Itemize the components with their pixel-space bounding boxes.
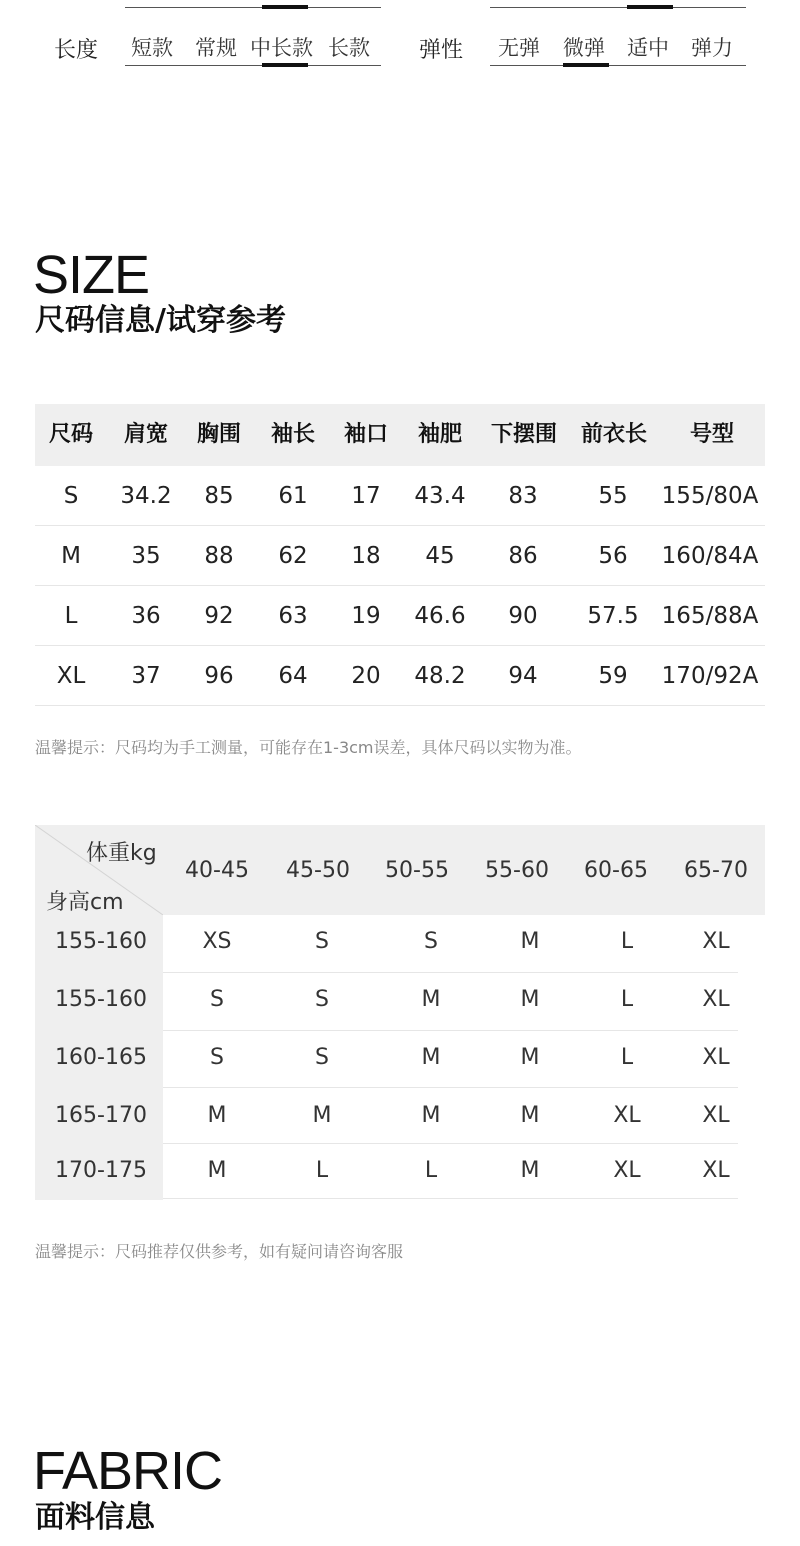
height-range: 170-175 — [55, 1158, 147, 1183]
table-cell: 96 — [204, 663, 234, 689]
size-header-cell: 袖肥 — [417, 422, 462, 447]
table-cell: XL — [702, 987, 730, 1012]
table-cell: 34.2 — [120, 483, 172, 509]
table-cell: 62 — [278, 543, 308, 569]
table-cell: 59 — [598, 663, 628, 689]
table-cell: M — [520, 929, 540, 954]
weight-range: 65-70 — [684, 858, 748, 883]
table-cell: M — [421, 1045, 441, 1070]
table-cell: XL — [702, 1158, 730, 1183]
table-cell: 19 — [351, 603, 381, 629]
row-divider — [163, 1030, 738, 1031]
length-option-midlength: 中长款 — [250, 36, 313, 60]
table-cell: XL — [702, 1045, 730, 1070]
table-cell: 85 — [204, 483, 234, 509]
weight-range: 60-65 — [584, 858, 648, 883]
table-cell: 170/92A — [661, 663, 759, 689]
table-cell: S — [210, 987, 224, 1012]
table-cell: 160/84A — [661, 543, 759, 569]
table-cell: M — [61, 543, 81, 569]
size-table-header — [35, 404, 765, 466]
table-cell: L — [620, 1045, 634, 1070]
table-cell: S — [315, 929, 329, 954]
table-cell: S — [424, 929, 438, 954]
height-range: 155-160 — [55, 929, 147, 954]
table-cell: M — [520, 1158, 540, 1183]
elasticity-selected-marker — [563, 63, 609, 67]
height-range: 165-170 — [55, 1103, 147, 1128]
weight-range: 40-45 — [185, 858, 249, 883]
row-divider — [163, 972, 738, 973]
table-cell: 55 — [598, 483, 628, 509]
table-cell: 43.4 — [414, 483, 466, 509]
elasticity-option-stretch: 弹力 — [691, 36, 733, 60]
table-cell: 36 — [131, 603, 161, 629]
elasticity-option-slight: 微弹 — [563, 36, 605, 60]
weight-range: 55-60 — [485, 858, 549, 883]
size-header-cell: 袖口 — [343, 422, 388, 447]
length-label: 长度 — [54, 38, 99, 63]
table-cell: XL — [702, 1103, 730, 1128]
table-cell: 61 — [278, 483, 308, 509]
size-header-cell: 尺码 — [48, 422, 93, 447]
table-cell: 56 — [598, 543, 628, 569]
table-cell: L — [424, 1158, 438, 1183]
fabric-title: FABRIC — [33, 1441, 223, 1501]
row-divider — [163, 1198, 738, 1199]
table-cell: 48.2 — [414, 663, 466, 689]
table-cell: 155/80A — [661, 483, 759, 509]
table-cell: 37 — [131, 663, 161, 689]
length-scale-line — [125, 65, 381, 66]
table-cell: 64 — [278, 663, 308, 689]
table-cell: 63 — [278, 603, 308, 629]
table-cell: 46.6 — [414, 603, 466, 629]
table-cell: 45 — [425, 543, 455, 569]
table-cell: XL — [56, 663, 86, 689]
weight-range: 45-50 — [286, 858, 350, 883]
length-selected-marker — [262, 63, 308, 67]
table-cell: M — [421, 987, 441, 1012]
table-cell: S — [315, 1045, 329, 1070]
size-header-cell: 胸围 — [196, 422, 241, 447]
size-header-cell: 肩宽 — [123, 422, 168, 447]
table-cell: XS — [202, 929, 232, 954]
table-cell: S — [315, 987, 329, 1012]
elasticity-label: 弹性 — [419, 38, 464, 63]
elasticity-scale-line — [490, 65, 746, 66]
size-subtitle: 尺码信息/试穿参考 — [35, 303, 286, 338]
table-cell: S — [210, 1045, 224, 1070]
weight-label: 体重kg — [86, 841, 157, 866]
row-divider — [163, 1143, 738, 1144]
table-cell: L — [620, 929, 634, 954]
size-note: 温馨提示：尺码均为手工测量，可能存在1-3cm误差，具体尺码以实物为准。 — [35, 738, 582, 757]
row-divider — [163, 1087, 738, 1088]
height-label: 身高cm — [46, 890, 124, 915]
table-cell: M — [312, 1103, 332, 1128]
length-option-long: 长款 — [328, 36, 370, 60]
table-cell: 90 — [508, 603, 538, 629]
table-cell: L — [620, 987, 634, 1012]
table-cell: 165/88A — [661, 603, 759, 629]
table-cell: L — [64, 603, 78, 629]
table-cell: XL — [613, 1158, 641, 1183]
table-cell: L — [315, 1158, 329, 1183]
table-cell: M — [207, 1158, 227, 1183]
table-cell: M — [520, 1045, 540, 1070]
table-cell: M — [207, 1103, 227, 1128]
table-cell: 83 — [508, 483, 538, 509]
size-header-cell: 号型 — [689, 422, 734, 447]
table-cell: 20 — [351, 663, 381, 689]
table-cell: M — [520, 1103, 540, 1128]
elasticity-option-none: 无弹 — [498, 36, 540, 60]
table-cell: 94 — [508, 663, 538, 689]
height-range: 155-160 — [55, 987, 147, 1012]
size-title: SIZE — [33, 245, 150, 305]
height-range: 160-165 — [55, 1045, 147, 1070]
length-option-regular: 常规 — [195, 36, 237, 60]
recommend-note: 温馨提示：尺码推荐仅供参考，如有疑问请咨询客服 — [35, 1242, 404, 1261]
table-cell: XL — [613, 1103, 641, 1128]
row-divider — [35, 705, 765, 706]
table-cell: 86 — [508, 543, 538, 569]
table-cell: M — [421, 1103, 441, 1128]
table-cell: 35 — [131, 543, 161, 569]
fabric-subtitle: 面料信息 — [35, 1500, 155, 1535]
length-option-short: 短款 — [131, 36, 173, 60]
table-cell: 88 — [204, 543, 234, 569]
size-header-cell: 下摆围 — [490, 422, 557, 447]
table-cell: 17 — [351, 483, 381, 509]
elasticity-option-medium: 适中 — [627, 36, 669, 60]
size-header-cell: 袖长 — [270, 422, 315, 447]
table-cell: XL — [702, 929, 730, 954]
table-cell: S — [63, 483, 79, 509]
weight-range: 50-55 — [385, 858, 449, 883]
table-cell: 18 — [351, 543, 381, 569]
table-cell: 57.5 — [587, 603, 639, 629]
table-cell: M — [520, 987, 540, 1012]
size-header-cell: 前衣长 — [580, 422, 647, 447]
table-cell: 92 — [204, 603, 234, 629]
